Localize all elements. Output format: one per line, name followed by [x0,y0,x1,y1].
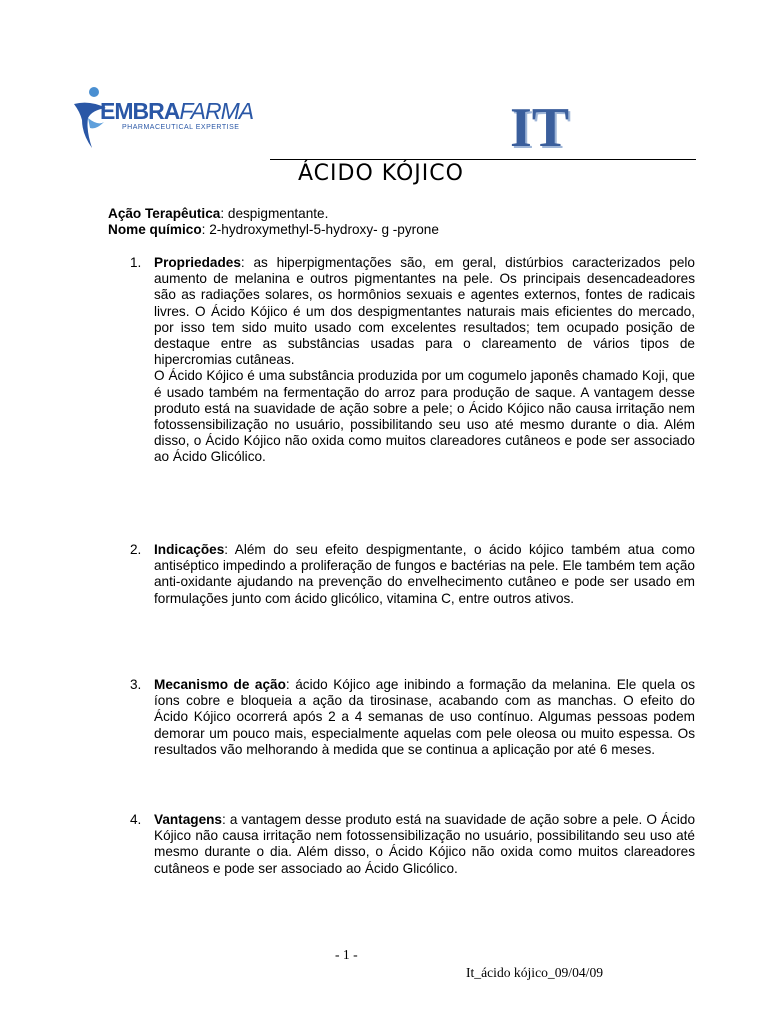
section-text: : Além do seu efeito despigmentante, o ácido kójico também atua como antiséptico impedindo a proliferação de fungos e bactérias na pele. Ele também tem ação anti-oxidante ajudando na prevenção do envelhecimento cutâneo e pode ser usado em formulações junto com ácido glicólico, vitamina C, entre outros ativos. [154,542,695,606]
nome-line [108,222,439,238]
nome-label: Nome químico [108,222,202,237]
section-text: : a vantagem desse produto está na suavidade de ação sobre a pele. O Ácido Kójico não causa irritação nem fotossensibilização no usuário, possibilitando seu uso até mesmo durante o dia. Além disso, o Ácido Kójico não oxida como muitos clareadores cutâneos e pode ser associado ao Ácido Glicólico. [154,812,695,876]
section-paragraph [154,255,695,368]
embrafarma-logo [70,82,254,154]
nome-value: : 2-hydroxymethyl-5-hydroxy- g -pyrone [201,222,439,237]
section-propriedades [130,255,695,466]
it-label: IT [510,97,570,159]
logo-word-farma: FARMA [179,98,254,124]
section-indicacoes [130,542,695,607]
section-heading: Mecanismo de ação [154,677,286,692]
acao-line [108,206,439,222]
logo-wordmark [100,98,253,125]
page-title: ÁCIDO KÓJICO [298,161,464,186]
logo-tagline: PHARMACEUTICAL EXPERTISE [122,124,240,131]
section-number: 4. [130,812,142,827]
section-number: 1. [130,255,142,270]
acao-label: Ação Terapêutica [108,206,221,221]
section-text: : ácido Kójico age inibindo a formação da melanina. Ele quela os íons cobre e bloqueia a ação da tirosinase, acabando com as manchas. O efeito do Ácido Kójico ocorrerá após 2 a 4 semanas de uso contínuo. Algumas pessoas podem demorar um pouco mais, especialmente aquelas com pele oleosa ou muito espessa. Os resultados vão melhorando à medida que se continua a aplicação por até 6 meses. [154,677,696,757]
logo-word-embra: EMBRA [100,98,180,124]
header-divider [270,159,696,160]
footer-filename: It_ácido kójico_09/04/09 [466,965,604,980]
section-heading: Propriedades [154,255,241,270]
section-number: 3. [130,677,142,692]
section-heading: Vantagens [154,812,222,827]
section-vantagens [130,812,695,877]
section-paragraph-2: O Ácido Kójico é uma substância produzida por um cogumelo japonês chamado Koji, que é usado também na fermentação do arroz para produção de saque. A vantagem desse produto está na suavidade de ação sobre a pele; o Ácido Kójico não causa irritação nem fotossensibilização no usuário, possibilitando seu uso até mesmo durante o dia. Além disso, o Ácido Kójico não oxida como muitos clareadores cutâneos e pode ser associado ao Ácido Glicólico. [154,368,695,465]
page-number: - 1 - [335,947,358,962]
section-mecanismo [130,677,695,758]
meta-block [108,206,439,238]
section-number: 2. [130,542,142,557]
section-text: : as hiperpigmentações são, em geral, distúrbios caracterizados pelo aumento de melanina e outros pigmentantes na pele. Os principais desencadeadores são as radiações solares, os hormônios sexuais e agentes externos, fontes de radicais livres. O Ácido Kójico é um dos despigmentantes naturais mais eficientes do mercado, por isso tem sido muito usado com excelentes resultados; tem ocupado posição de destaque entre as substâncias usadas para o clareamento de vários tipos de hipercromias cutâneas. [154,255,695,368]
acao-value: : despigmentante. [220,206,329,221]
section-heading: Indicações [154,542,225,557]
